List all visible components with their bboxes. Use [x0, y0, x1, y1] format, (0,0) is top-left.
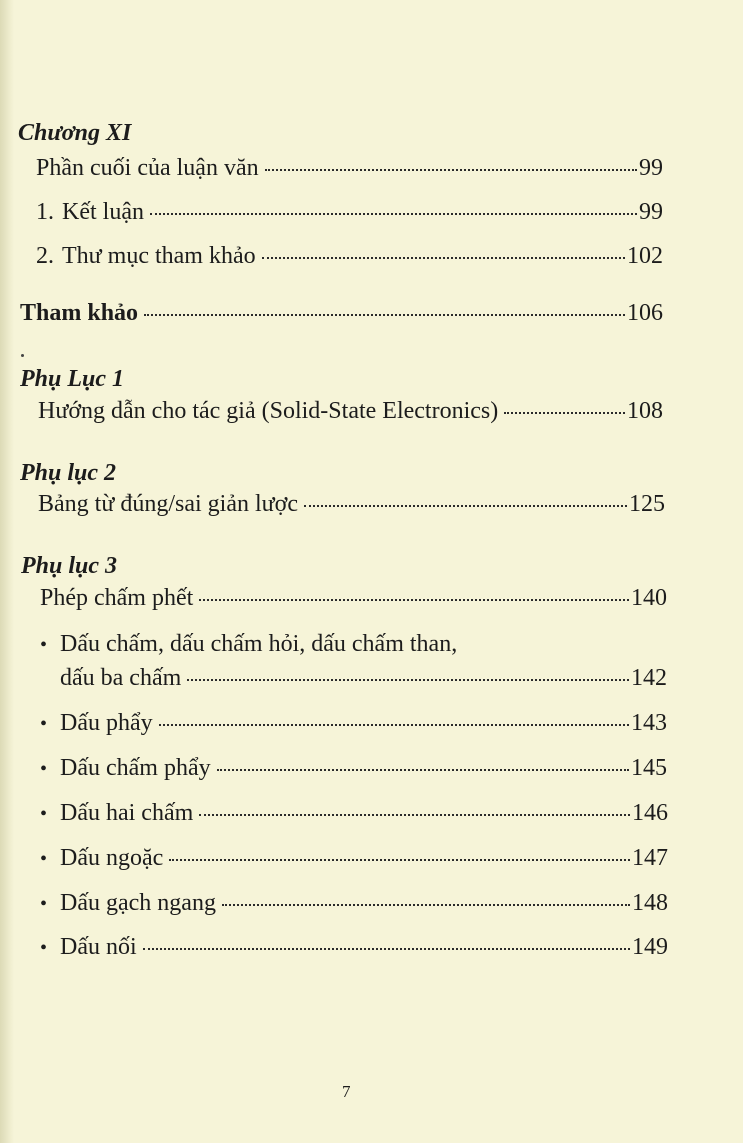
toc-entry-appendix3 [40, 585, 667, 612]
toc-page-number: 102 [627, 243, 663, 269]
dot-leader [187, 679, 629, 681]
dot-leader [199, 814, 630, 816]
dot-leader [222, 904, 630, 906]
bullet-icon: • [40, 634, 48, 656]
toc-page-number: 147 [632, 845, 668, 871]
bullet-icon: • [40, 848, 48, 870]
page-number: 7 [342, 1082, 351, 1101]
toc-bullet-entry [40, 710, 667, 737]
toc-entry-label: Dấu gạch ngang [60, 890, 216, 916]
dot-leader [169, 859, 630, 861]
toc-entry-label: Dấu ngoặc [60, 845, 164, 871]
toc-entry-label: Thư mục tham khảo [62, 243, 256, 269]
dot-leader [150, 213, 637, 215]
bullet-icon: • [40, 713, 48, 735]
toc-entry-label: Tham khảo [20, 300, 139, 326]
toc-page-number: 125 [629, 491, 665, 517]
toc-entry-label: Dấu chấm phẩy [60, 755, 211, 781]
toc-item-number: 1. [36, 199, 54, 225]
toc-page-number: 106 [627, 300, 663, 326]
dot-leader [159, 724, 629, 726]
toc-bullet-entry [40, 755, 667, 782]
toc-entry-label: Dấu hai chấm [60, 800, 194, 826]
toc-entry-label: Hướng dẫn cho tác giả (Solid-State Electronics) [38, 398, 499, 424]
toc-page-number: 146 [632, 800, 668, 826]
toc-entry-thu-muc [36, 243, 663, 270]
dot-leader [265, 169, 637, 171]
bullet-icon: • [40, 937, 48, 959]
stray-ink-mark [21, 354, 24, 357]
dot-leader [199, 599, 629, 601]
dot-leader [144, 314, 625, 316]
toc-page-number: 149 [632, 934, 668, 960]
toc-entry-label: Phần cuối của luận văn [36, 155, 259, 181]
toc-bullet-entry [40, 845, 668, 872]
toc-entry-references [20, 300, 663, 327]
bullet-icon: • [40, 758, 48, 780]
toc-entry-label: Dấu phẩy [60, 710, 153, 736]
toc-page-number: 145 [631, 755, 667, 781]
toc-page-number: 142 [631, 665, 667, 691]
toc-bullet-entry [40, 890, 668, 917]
toc-bullet-multiline-second [60, 665, 667, 692]
toc-item-number: 2. [36, 243, 54, 269]
toc-page-number: 140 [631, 585, 667, 611]
toc-entry-label: Dấu nối [60, 934, 137, 960]
toc-bullet-entry [40, 800, 668, 827]
bullet-icon: • [40, 893, 48, 915]
dot-leader [504, 412, 625, 414]
toc-bullet-multiline-first [40, 631, 457, 658]
toc-entry-chapter11-section [36, 155, 663, 182]
toc-entry-label: Bảng từ đúng/sai giản lược [38, 491, 299, 517]
dot-leader [217, 769, 629, 771]
page-edge-shadow [0, 0, 14, 1143]
toc-entry-ket-luan [36, 199, 663, 226]
toc-page-number: 108 [627, 398, 663, 424]
toc-bullet-entry [40, 934, 668, 961]
toc-page-number: 99 [639, 155, 663, 181]
toc-page-number: 148 [632, 890, 668, 916]
toc-entry-label: Dấu chấm, dấu chấm hỏi, dấu chấm than, [60, 631, 458, 657]
toc-entry-label: dấu ba chấm [60, 665, 182, 691]
appendix-1-heading: Phụ Lục 1 [20, 366, 125, 392]
toc-entry-appendix2 [38, 491, 665, 518]
toc-page-number: 143 [631, 710, 667, 736]
toc-entry-label: Kết luận [62, 199, 144, 225]
appendix-3-heading: Phụ lục 3 [21, 553, 118, 579]
dot-leader [262, 257, 625, 259]
dot-leader [304, 505, 627, 507]
appendix-2-heading: Phụ lục 2 [20, 460, 117, 486]
toc-page-number: 99 [639, 199, 663, 225]
chapter-11-heading: Chương XI [18, 120, 132, 146]
toc-entry-label: Phép chấm phết [40, 585, 194, 611]
toc-entry-appendix1 [38, 398, 663, 425]
bullet-icon: • [40, 803, 48, 825]
dot-leader [143, 948, 630, 950]
